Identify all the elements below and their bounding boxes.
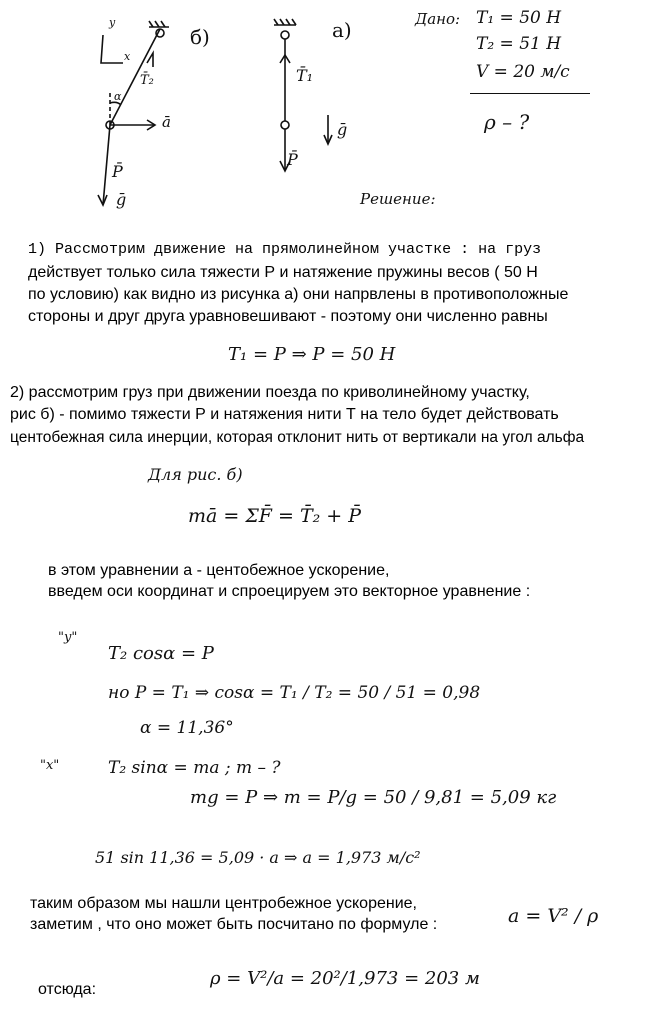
figure-b-axis-y: y — [109, 16, 116, 29]
paragraph-1-line: действует только сила тяжести Р и натяжение пружины весов ( 50 Н — [28, 264, 538, 281]
figure-a-label: а) — [332, 18, 352, 42]
given-divider — [470, 93, 590, 94]
figure-b-label: б) — [190, 25, 210, 49]
projection-y-axis: "y" — [58, 630, 78, 645]
paragraph-4-line: заметим , что оно может быть посчитано по формуле : — [30, 916, 438, 933]
paragraph-1-line: 1) Рассмотрим движение на прямолинейном участке : на груз — [28, 241, 542, 258]
given-t1: T₁ = 50 Н — [476, 8, 562, 28]
given-v: V = 20 м/с — [476, 62, 570, 82]
projection-y-eq2: но P = T₁ ⇒ cosα = T₁ / T₂ = 50 / 51 = 0,98 — [108, 683, 481, 703]
figure-b-g-label: ḡ — [116, 190, 127, 209]
given-t2: T₂ = 51 Н — [476, 34, 562, 54]
paragraph-3-line: введем оси координат и спроецируем это векторное уравнение : — [48, 583, 531, 600]
paragraph-1-line: стороны и друг друга уравновешивают - поэтому они численно равны — [28, 308, 548, 325]
paragraph-4-line: таким образом мы нашли центробежное ускорение, — [30, 895, 417, 912]
projection-x-axis: "x" — [40, 758, 60, 773]
given-find: ρ – ? — [484, 110, 530, 134]
figure-b-axis-x: x — [124, 50, 131, 63]
paragraph-3-line: в этом уравнении а - центобежное ускорение, — [48, 562, 390, 579]
paragraph-2-line: центобежная сила инерции, которая отклонит нить от вертикали на угол альфа — [10, 429, 585, 446]
projection-y-eq1: T₂ cosα = P — [108, 643, 214, 664]
paragraph-1-line: по условию) как видно из рисунка а) они напрвлены в противоположные — [28, 286, 569, 303]
paragraph-2-line: 2) рассмотрим груз при движении поезда по криволинейному участку, — [10, 384, 530, 401]
figure-b-t2-label: T̄₂ — [140, 73, 154, 88]
projection-x-eq2: mg = P ⇒ m = P/g = 50 / 9,81 = 5,09 кг — [190, 787, 557, 808]
for-figure-note: Для рис. б) — [148, 465, 243, 484]
equation-2: mā = ΣF̄ = T̄₂ + P̄ — [188, 505, 362, 527]
figure-a-p-label: P̄ — [287, 150, 298, 169]
figure-a-sketch — [262, 15, 382, 195]
figure-a-g-label: ḡ — [337, 120, 348, 139]
figure-b-a-label: ā — [162, 113, 171, 131]
axes-icon — [101, 35, 123, 63]
equation-acceleration: 51 sin 11,36 = 5,09 · a ⇒ a = 1,973 м/с² — [95, 848, 421, 867]
hence-label: отсюда: — [38, 981, 97, 998]
formula-centripetal: a = V² / ρ — [508, 905, 599, 927]
solution-heading: Решение: — [360, 190, 436, 208]
figure-a-t1-label: T̄₁ — [296, 66, 314, 85]
figure-b-p-label: P̄ — [112, 162, 123, 181]
figure-b-alpha-label: α — [114, 90, 122, 103]
projection-y-eq3: α = 11,36° — [140, 718, 234, 738]
paragraph-2-line: рис б) - помимо тяжести Р и натяжения нити Т на тело будет действовать — [10, 406, 559, 423]
projection-x-eq1: T₂ sinα = ma ; m – ? — [108, 758, 281, 778]
given-heading: Дано: — [415, 10, 461, 28]
final-answer: ρ = V²/a = 20²/1,973 = 203 м — [210, 968, 480, 989]
equation-1: T₁ = P ⇒ P = 50 Н — [228, 344, 396, 365]
